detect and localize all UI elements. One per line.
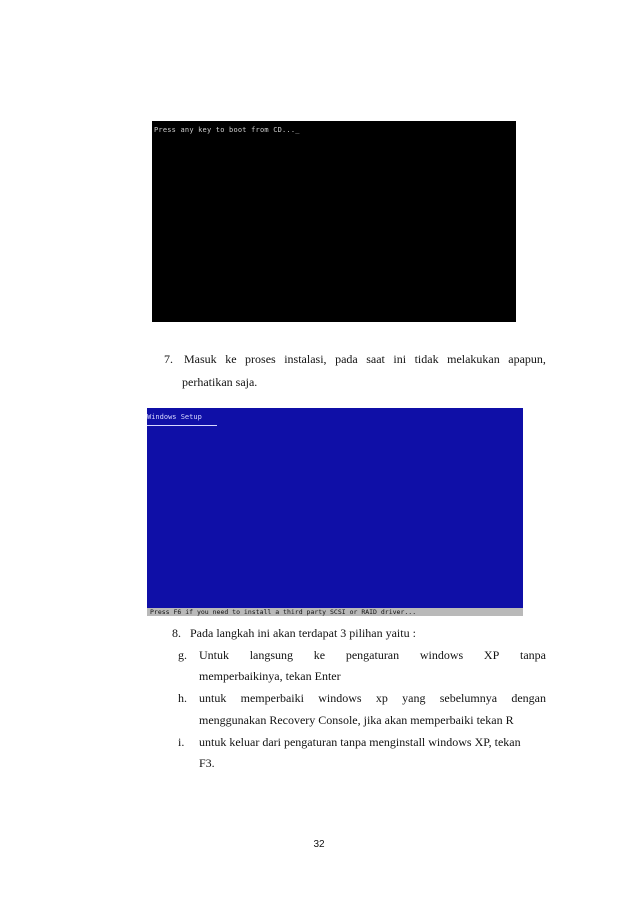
step7-line1 [184,351,546,367]
step7-word: Masuk [184,352,217,366]
step7-word: ke [225,352,237,366]
option-g-word: pengaturan [345,648,400,662]
step7-word: proses [245,352,276,366]
option-g-word: Untuk [199,648,229,662]
step8-intro: Pada langkah ini akan terdapat 3 pilihan yaitu : [190,626,416,640]
option-h-word: windows [318,691,362,705]
option-h-word: yang [402,691,426,705]
option-g-word: ke [313,648,326,662]
step7-word: apapun, [508,352,546,366]
option-g-word: XP [483,648,500,662]
option-g-line2: memperbaikinya, tekan Enter [199,669,341,683]
step7-line2: perhatikan saja. [182,375,258,389]
step7-number: 7. [164,352,173,366]
setup-title-text: Windows Setup [147,413,202,421]
option-h-marker: h. [178,691,187,705]
option-h-word: untuk [199,691,227,705]
option-i-marker: i. [178,735,185,749]
option-h-word: dengan [511,691,546,705]
step7-word: ini [393,352,407,366]
page-number: 32 [313,839,325,850]
step7-word: melakukan [447,352,500,366]
step7-word: instalasi, [284,352,327,366]
step7-word: pada [335,352,358,366]
option-g-word: langsung [249,648,294,662]
boot-prompt-text: Press any key to boot from CD..._ [154,126,300,134]
setup-title-underline [147,425,217,426]
option-h-line1 [199,690,546,706]
option-h-word: xp [375,691,388,705]
option-i-line2: F3. [199,756,215,770]
option-g-word: windows [419,648,464,662]
option-i-line1: untuk keluar dari pengaturan tanpa menginstall windows XP, tekan [199,735,521,749]
step8-number: 8. [172,626,181,640]
boot-screenshot [152,121,516,322]
option-g-marker: g. [178,648,187,662]
step7-word: saat [366,352,385,366]
option-h-word: sebelumnya [439,691,498,705]
setup-status-text: Press F6 if you need to install a third party SCSI or RAID driver... [150,608,417,616]
option-h-word: memperbaiki [240,691,304,705]
option-g-line1 [199,647,546,663]
setup-screenshot [147,408,523,616]
setup-status-bar [147,608,523,616]
option-g-word: tanpa [519,648,546,662]
option-h-line2: menggunakan Recovery Console, jika akan memperbaiki tekan R [199,713,514,727]
step7-word: tidak [414,352,439,366]
